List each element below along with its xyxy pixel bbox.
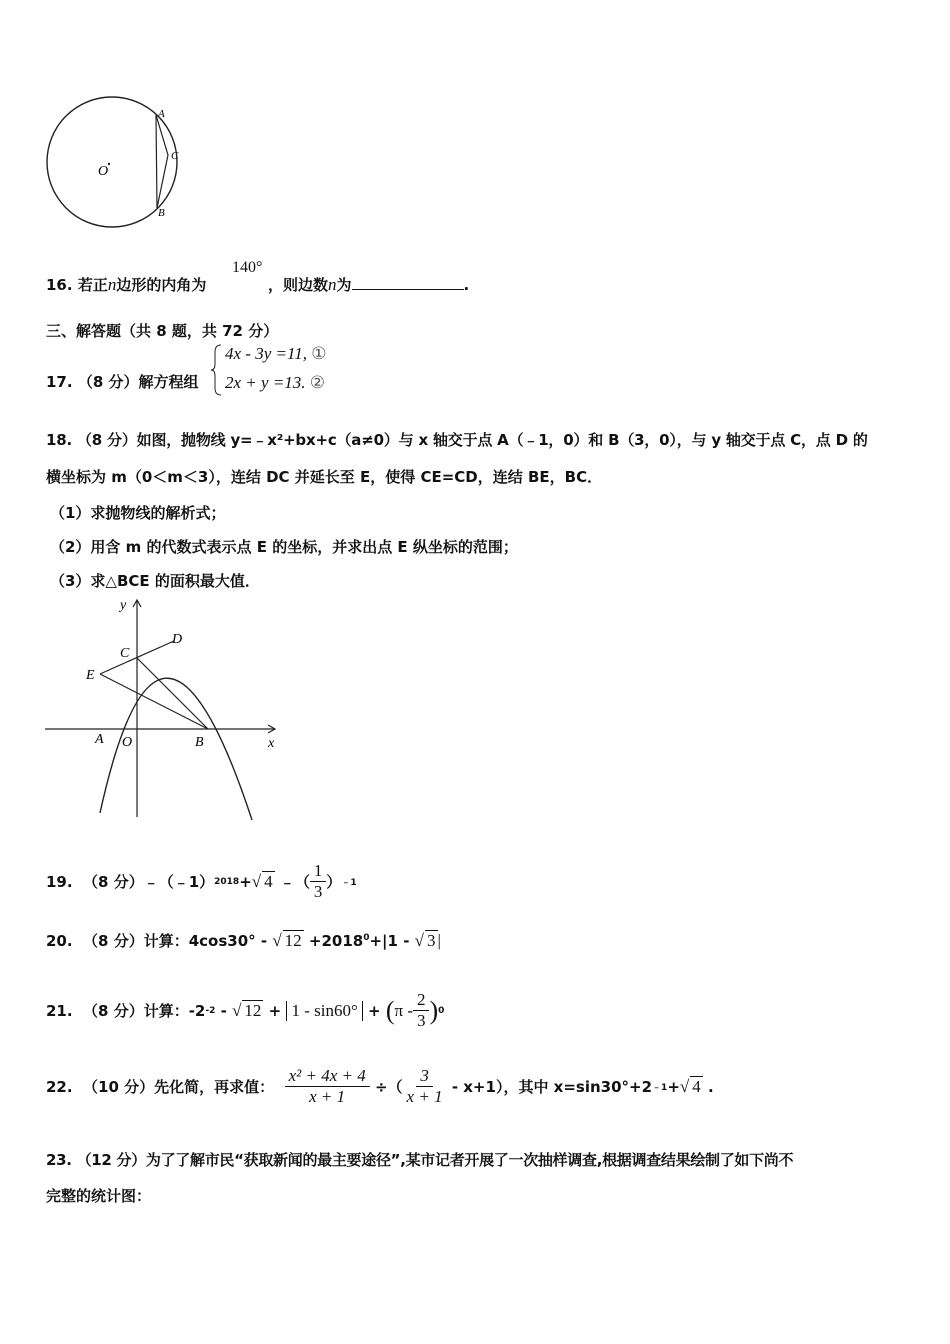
label-b: B xyxy=(158,207,165,219)
question-18-part2: （2）用含 m 的代数式表示点 E 的坐标，并求出点 E 纵坐标的范围； xyxy=(50,538,518,556)
question-20: 20. （8 分）计算：4cos30° - √ $12 +2018^0+|1$ - √ 3 | xyxy=(46,931,441,950)
equation-2: 2x + y =13. ② xyxy=(225,373,326,392)
parabola-figure xyxy=(40,595,290,825)
label-b: B xyxy=(195,735,204,750)
system-brace xyxy=(211,344,223,396)
answer-blank[interactable] xyxy=(352,275,464,290)
label-a: A xyxy=(95,732,104,747)
angle-140: 140° xyxy=(232,259,263,276)
fraction-one-third: $\frac{1}{3}$ xyxy=(310,861,327,902)
fraction-1: $\frac{\text{x² + 4x + 4}}{x + 1}$ xyxy=(285,1066,370,1107)
question-16: 16. 若正n边形的内角为 xyxy=(46,275,207,294)
question-23-line1: 23. （12 分）为了了解市民“获取新闻的最主要途径”,某市记者开展了一次抽样调查,根据调查结果绘制了如下尚不 xyxy=(46,1151,794,1169)
question-18-part3: （3）求△BCE 的面积最大值． xyxy=(50,572,260,590)
equation-1: 4x - 3y =11, ① xyxy=(225,344,327,363)
question-18-line2: 横坐标为 m（0＜m＜3），连结 DC 并延长至 E，使得 CE=CD，连结 BE，BC． xyxy=(46,468,603,486)
section-title: 三、解答题（共 8 题，共 72 分） xyxy=(46,322,279,340)
question-16-tail: ，则边数n为 . xyxy=(268,275,470,294)
label-c: C xyxy=(120,646,130,661)
chord-ab xyxy=(156,115,157,208)
label-a: A xyxy=(158,108,165,120)
label-x: x xyxy=(268,736,275,751)
circle-figure xyxy=(40,95,190,230)
question-18-line1: 18. （8 分）如图，抛物线 y=﹣x²+bx+c（a≠0）与 x 轴交于点 A（﹣1，0）和 B（3，0），与 y 轴交于点 C，点 D 的 xyxy=(46,431,868,449)
label-y: y xyxy=(120,598,127,613)
label-o: O xyxy=(122,735,133,750)
label-o: O xyxy=(98,164,109,179)
fraction-two-thirds: $\frac{2}{3}$ xyxy=(413,990,430,1031)
question-18-part1: （1）求抛物线的解析式； xyxy=(50,504,226,522)
chord-acb xyxy=(156,115,168,208)
question-21: 21. （8 分）计算：-2 -2 - √ 12 + 1 - sin60° + ( π - $\frac{2}{3}$ ) 0 xyxy=(46,990,445,1030)
question-22: 22. （10 分）先化简，再求值： $\frac{\text{x² + 4x + 4}}{x + 1}$ ÷（ $\frac{3}{x + 1}$ - x+1），其中 x=sin30°+2 ﹣1 + √ 4 . xyxy=(46,1066,714,1106)
fraction-2: $\frac{3}{x + 1}$ xyxy=(406,1066,443,1106)
question-23-line2: 完整的统计图： xyxy=(46,1187,152,1205)
segment-cb xyxy=(137,658,208,729)
question-17: 17. （8 分）解方程组 xyxy=(46,373,199,391)
question-19: 19. （8 分）﹣（﹣1） 2018 + √ 4 ﹣（ $\frac{1}{3}$ ） ﹣1 xyxy=(46,861,357,901)
label-e: E xyxy=(86,668,95,683)
label-d: D xyxy=(172,632,183,647)
label-c: C xyxy=(171,150,179,162)
